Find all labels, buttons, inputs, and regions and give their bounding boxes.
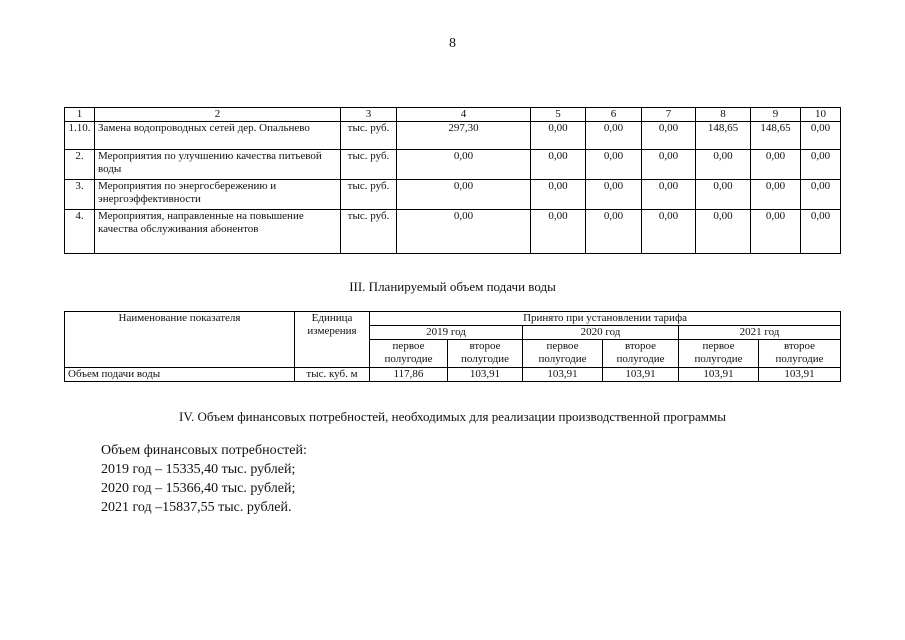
value-cell: 297,30 <box>397 122 531 150</box>
measure-name: Мероприятия, направленные на повышение качества обслуживания абонентов <box>95 210 341 254</box>
value-cell: 0,00 <box>586 210 642 254</box>
value-cell: 0,00 <box>586 180 642 210</box>
value-cell: 103,91 <box>523 368 603 382</box>
table-row <box>65 210 841 254</box>
value-cell: 0,00 <box>531 122 586 150</box>
table-row <box>65 122 841 150</box>
header-cell: 1 <box>65 108 95 122</box>
table-row <box>65 150 841 180</box>
table-row <box>65 180 841 210</box>
value-cell: 103,91 <box>759 368 841 382</box>
value-cell: 0,00 <box>642 180 696 210</box>
financial-needs-heading: Объем финансовых потребностей: <box>101 443 307 458</box>
value-cell: 0,00 <box>586 150 642 180</box>
half-year-header: первое полугодие <box>679 340 759 368</box>
unit-cell: тыс. руб. <box>341 150 397 180</box>
header-cell: 5 <box>531 108 586 122</box>
value-cell: 0,00 <box>696 150 751 180</box>
value-cell: 0,00 <box>801 122 841 150</box>
header-cell: 10 <box>801 108 841 122</box>
header-cell: 2 <box>95 108 341 122</box>
financial-needs-line: 2021 год –15837,55 тыс. рублей. <box>101 500 292 515</box>
header-cell: 8 <box>696 108 751 122</box>
header-cell: 6 <box>586 108 642 122</box>
unit-cell: тыс. куб. м <box>295 368 370 382</box>
header-cell: 7 <box>642 108 696 122</box>
unit-cell: тыс. руб. <box>341 122 397 150</box>
value-cell: 148,65 <box>751 122 801 150</box>
half-year-header: второе полугодие <box>448 340 523 368</box>
value-cell: 0,00 <box>696 180 751 210</box>
table-header-row <box>65 108 841 122</box>
value-cell: 0,00 <box>531 180 586 210</box>
value-cell: 0,00 <box>751 210 801 254</box>
indicator-name: Объем подачи воды <box>65 368 295 382</box>
value-cell: 0,00 <box>642 122 696 150</box>
row-number: 1.10. <box>65 122 95 150</box>
value-cell: 0,00 <box>531 210 586 254</box>
half-year-header: первое полугодие <box>523 340 603 368</box>
value-cell: 0,00 <box>801 180 841 210</box>
header-cell: 3 <box>341 108 397 122</box>
half-year-header: второе полугодие <box>603 340 679 368</box>
row-number: 3. <box>65 180 95 210</box>
value-cell: 0,00 <box>696 210 751 254</box>
financial-needs-line: 2019 год – 15335,40 тыс. рублей; <box>101 462 296 477</box>
unit-cell: тыс. руб. <box>341 180 397 210</box>
measures-table <box>64 107 841 254</box>
header-cell: 4 <box>397 108 531 122</box>
value-cell: 0,00 <box>751 150 801 180</box>
unit-cell: тыс. руб. <box>341 210 397 254</box>
measure-name: Замена водопроводных сетей дер. Опальнево <box>95 122 341 150</box>
section-4-title: IV. Объем финансовых потребностей, необходимых для реализации производственной программы <box>179 409 726 424</box>
row-number: 4. <box>65 210 95 254</box>
value-cell: 0,00 <box>397 210 531 254</box>
value-cell: 0,00 <box>642 150 696 180</box>
indicator-name-header: Наименование показателя <box>65 312 295 368</box>
year-header: 2019 год <box>370 326 523 340</box>
value-cell: 0,00 <box>801 150 841 180</box>
year-header: 2020 год <box>523 326 679 340</box>
measure-name: Мероприятия по улучшению качества питьевой воды <box>95 150 341 180</box>
value-cell: 117,86 <box>370 368 448 382</box>
value-cell: 148,65 <box>696 122 751 150</box>
value-cell: 0,00 <box>531 150 586 180</box>
value-cell: 103,91 <box>448 368 523 382</box>
unit-header: Единица измерения <box>295 312 370 368</box>
value-cell: 0,00 <box>751 180 801 210</box>
value-cell: 0,00 <box>642 210 696 254</box>
row-number: 2. <box>65 150 95 180</box>
value-cell: 0,00 <box>586 122 642 150</box>
value-cell: 0,00 <box>397 150 531 180</box>
section-3-title: III. Планируемый объем подачи воды <box>349 279 556 294</box>
value-cell: 0,00 <box>397 180 531 210</box>
half-year-header: второе полугодие <box>759 340 841 368</box>
year-header: 2021 год <box>679 326 841 340</box>
table-row <box>65 368 841 382</box>
value-cell: 0,00 <box>801 210 841 254</box>
financial-needs <box>101 441 307 517</box>
value-cell: 103,91 <box>679 368 759 382</box>
water-supply-table <box>64 311 841 382</box>
value-cell: 103,91 <box>603 368 679 382</box>
header-cell: 9 <box>751 108 801 122</box>
financial-needs-line: 2020 год – 15366,40 тыс. рублей; <box>101 481 296 496</box>
tariff-header: Принято при установлении тарифа <box>370 312 841 326</box>
half-year-header: первое полугодие <box>370 340 448 368</box>
measure-name: Мероприятия по энергосбережению и энергоэффективности <box>95 180 341 210</box>
page-number: 8 <box>449 36 456 51</box>
